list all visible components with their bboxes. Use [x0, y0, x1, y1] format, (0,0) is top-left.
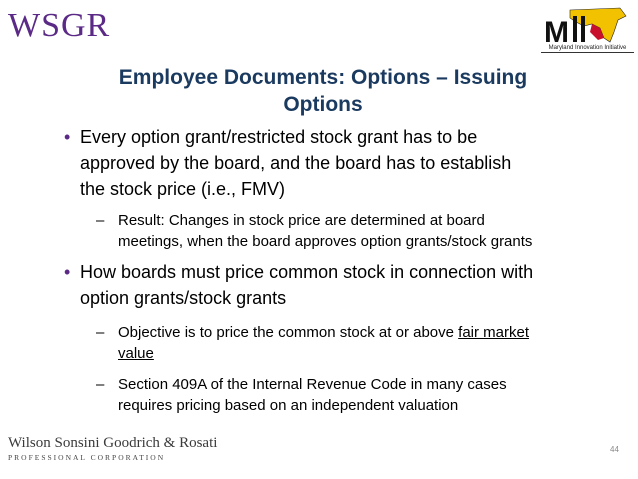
sub-2-line-1 — [118, 322, 618, 343]
sub-dash: – — [96, 324, 105, 341]
title-line-2: Options — [283, 93, 363, 116]
bullet-2-line-1: How boards must price common stock in connection with — [80, 262, 534, 282]
bullet-2 — [64, 259, 620, 311]
fair-market-value-link: fair market — [458, 324, 530, 341]
sub-1-line-2: meetings, when the board approves option grants/stock grants — [118, 233, 533, 250]
bullet-2-sub-2 — [96, 374, 618, 416]
wsgr-logo-text: WSGR — [8, 7, 111, 44]
footer-logo — [8, 435, 217, 464]
sub-2-line-2 — [118, 343, 618, 364]
title-line-1: Employee Documents: Options – Issuing — [118, 66, 528, 89]
bullet-1 — [64, 124, 620, 202]
wsgr-logo — [8, 6, 110, 46]
bullet-1-line-1: Every option grant/restricted stock grant has to be — [80, 127, 478, 147]
sub-3-line-2: requires pricing based on an independent valuation — [118, 397, 459, 414]
mii-caption: Maryland Innovation Initiative — [548, 45, 627, 51]
mii-underline — [541, 52, 634, 53]
bullet-1-line-2: approved by the board, and the board has to establish — [80, 153, 512, 173]
sub-1-line-1: Result: Changes in stock price are determined at board — [118, 212, 485, 229]
page-number: 44 — [610, 445, 619, 454]
bullet-1-sub-1 — [96, 210, 618, 252]
sub-dash: – — [96, 376, 105, 393]
mii-bar-1 — [573, 16, 577, 42]
sub-3-line-1: Section 409A of the Internal Revenue Code in many cases — [118, 376, 507, 393]
bullet-dot: • — [64, 127, 71, 147]
mii-letters: M — [544, 16, 569, 49]
mii-bar-2 — [581, 16, 585, 42]
bullet-2-line-2: option grants/stock grants — [80, 288, 287, 308]
footer-corporation: PROFESSIONAL CORPORATION — [8, 453, 166, 462]
sub-2-line-1-text: Objective is to price the common stock at or above — [118, 324, 459, 341]
slide-title — [60, 64, 586, 118]
bullet-1-line-3: the stock price (i.e., FMV) — [80, 179, 286, 199]
bullet-2-sub-1 — [96, 322, 618, 364]
sub-dash: – — [96, 212, 105, 229]
fair-market-value-link-2: value — [118, 345, 154, 362]
footer-firm-name: Wilson Sonsini Goodrich & Rosati — [8, 435, 218, 451]
bullet-dot: • — [64, 262, 71, 282]
